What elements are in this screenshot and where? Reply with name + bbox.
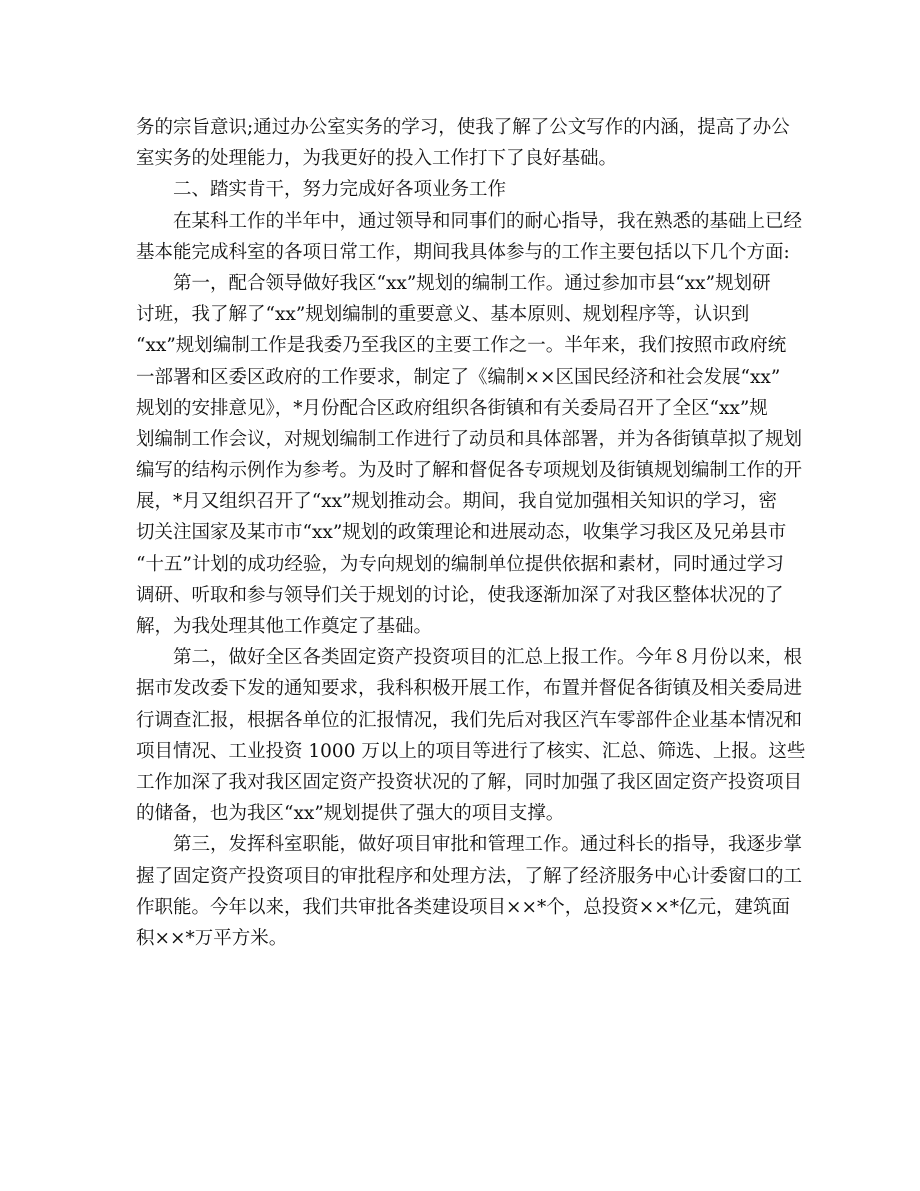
text-line: 第一，配合领导做好我区“xx”规划的编制工作。通过参加市县“xx”规划研 <box>173 272 771 294</box>
text-line: 行调查汇报，根据各单位的汇报情况，我们先后对我区汽车零部件企业基本情况和 <box>136 709 803 731</box>
text-line: “xx”规划编制工作是我委乃至我区的主要工作之一。半年来，我们按照市政府统 <box>136 335 787 357</box>
text-line: 项目情况、工业投资 1000 万以上的项目等进行了核实、汇总、筛选、上报。这些 <box>136 740 806 762</box>
text-line: 第二，做好全区各类固定资产投资项目的汇总上报工作。今年８月份以来，根 <box>173 647 803 669</box>
text-line: 一部署和区委区政府的工作要求，制定了《编制××区国民经济和社会发展“xx” <box>136 366 781 388</box>
section-heading: 二、踏实肯干，努力完成好各项业务工作 <box>173 179 507 201</box>
text-line: 讨班，我了解了“xx”规划编制的重要意义、基本原则、规划程序等，认识到 <box>136 304 750 326</box>
text-line: 据市发改委下发的通知要求，我科积极开展工作，布置并督促各街镇及相关委局进 <box>136 678 803 700</box>
text-line: 切关注国家及某市市“xx”规划的政策理论和进展动态，收集学习我区及兄弟县市 <box>136 522 787 544</box>
text-line: 划编制工作会议，对规划编制工作进行了动员和具体部署，并为各街镇草拟了规划 <box>136 428 803 450</box>
text-line: 握了固定资产投资项目的审批程序和处理方法，了解了经济服务中心计委窗口的工 <box>136 865 803 887</box>
text-line: 解，为我处理其他工作奠定了基础。 <box>136 616 433 637</box>
text-line: 调研、听取和参与领导们关于规划的讨论，使我逐渐加深了对我区整体状况的了 <box>136 584 784 606</box>
text-line: 第三，发挥科室职能，做好项目审批和管理工作。通过科长的指导，我逐步掌 <box>173 834 803 856</box>
document-body <box>136 112 806 954</box>
text-line: 室实务的处理能力，为我更好的投入工作打下了良好基础。 <box>136 148 618 170</box>
text-line: 务的宗旨意识;通过办公室实务的学习，使我了解了公文写作的内涵，提高了办公 <box>136 117 790 138</box>
text-line: 工作加深了我对我区固定资产投资状况的了解，同时加强了我区固定资产投资项目 <box>136 771 803 793</box>
text-line: 的储备，也为我区“xx”规划提供了强大的项目支撑。 <box>136 803 565 825</box>
text-line: “十五”计划的成功经验，为专向规划的编制单位提供依据和素材，同时通过学习 <box>136 553 784 575</box>
text-line: 展，*月又组织召开了“xx”规划推动会。期间，我自觉加强相关知识的学习，密 <box>136 491 778 513</box>
text-line: 规划的安排意见》，*月份配合区政府组织各街镇和有关委局召开了全区“xx”规 <box>136 397 768 419</box>
text-line: 在某科工作的半年中，通过领导和同事们的耐心指导，我在熟悉的基础上已经 <box>173 210 803 232</box>
text-line: 积××*万平方米。 <box>136 927 288 949</box>
text-line: 编写的结构示例作为参考。为及时了解和督促各专项规划及街镇规划编制工作的开 <box>136 460 803 482</box>
text-line: 基本能完成科室的各项日常工作，期间我具体参与的工作主要包括以下几个方面: <box>136 241 790 263</box>
text-line: 作职能。今年以来，我们共审批各类建设项目××*个，总投资××*亿元，建筑面 <box>136 896 791 918</box>
